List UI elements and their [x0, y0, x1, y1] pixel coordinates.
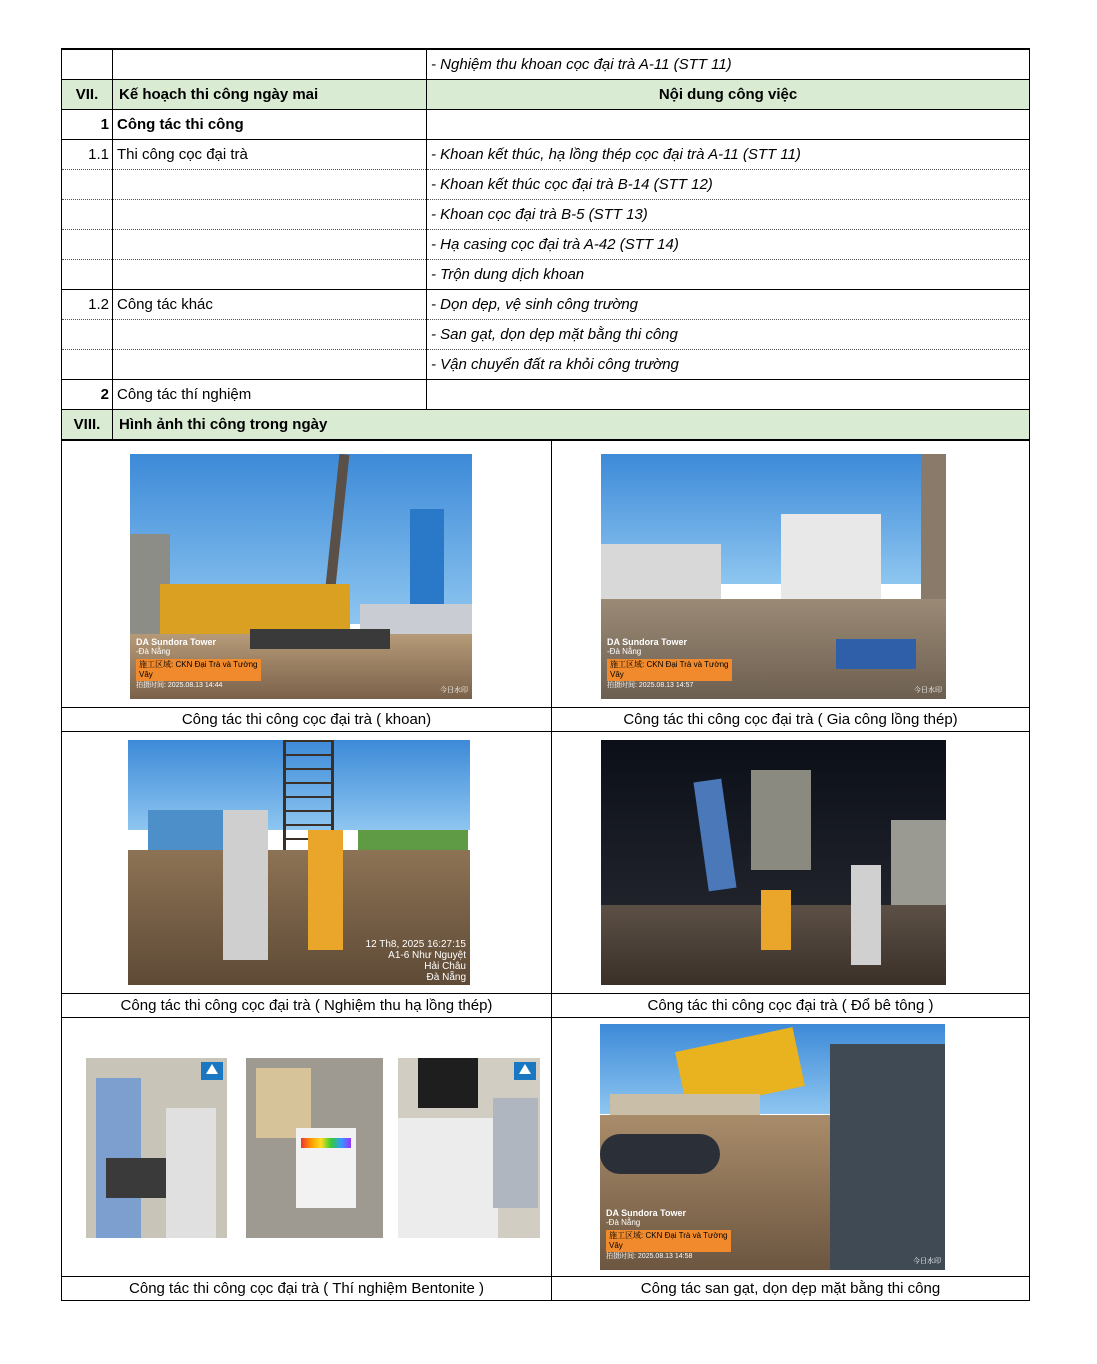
photo-cell	[62, 732, 552, 994]
section-title: Hình ảnh thi công trong ngày	[113, 410, 1030, 440]
section-title: Kế hoạch thi công ngày mai	[113, 80, 427, 110]
photo-caption: Công tác thi công cọc đại trà ( Đổ bê tông )	[552, 994, 1030, 1018]
photo-grid	[61, 440, 1030, 1301]
photo-caption: Công tác thi công cọc đại trà ( Thí nghiệm Bentonite )	[62, 1277, 552, 1301]
photo-cage-fabrication: DA Sundora Tower -Đà Nẵng 施工区域: CKN Đại Trà và Tường Vây 拍摄时间: 2025.08.13 14:57 今日水印	[601, 454, 946, 699]
table-row	[62, 49, 1030, 80]
table-row: 1 Công tác thi công	[62, 110, 1030, 140]
photo-concrete-pouring	[601, 740, 946, 985]
plan-table	[61, 48, 1030, 440]
table-row: - Khoan cọc đại trà B-5 (STT 13)	[62, 200, 1030, 230]
table-row: - Trộn dung dịch khoan	[62, 260, 1030, 290]
photo-cell	[552, 732, 1030, 994]
photo-caption: Công tác san gạt, dọn dẹp mặt bằng thi công	[552, 1277, 1030, 1301]
table-row: 1.1 Thi công cọc đại trà - Khoan kết thúc, hạ lồng thép cọc đại trà A-11 (STT 11)	[62, 140, 1030, 170]
photo-cell	[62, 441, 552, 708]
photo-watermark: DA Sundora Tower -Đà Nẵng 施工区域: CKN Đại Trà và Tường Vây 拍摄时间: 2025.08.13 14:57	[607, 637, 732, 691]
photo-site-leveling: DA Sundora Tower -Đà Nẵng 施工区域: CKN Đại Trà và Tường Vây 拍摄时间: 2025.08.13 14:58 今日水印	[600, 1024, 945, 1270]
photo-bentonite-test-2	[246, 1058, 383, 1238]
delta-logo	[514, 1062, 536, 1080]
prev-task: - Nghiệm thu khoan cọc đại trà A-11 (STT 11)	[427, 49, 1030, 80]
photo-caption: Công tác thi công cọc đại trà ( Gia công lồng thép)	[552, 708, 1030, 732]
photo-watermark: DA Sundora Tower -Đà Nẵng 施工区域: CKN Đại Trà và Tường Vây 拍摄时间: 2025.08.13 14:44	[136, 637, 261, 691]
photo-caption: Công tác thi công cọc đại trà ( khoan)	[62, 708, 552, 732]
section-number: VIII.	[62, 410, 113, 440]
section-header-viii	[62, 410, 1030, 440]
section-number: VII.	[62, 80, 113, 110]
table-row: - Khoan kết thúc cọc đại trà B-14 (STT 12)	[62, 170, 1030, 200]
photo-drilling: DA Sundora Tower -Đà Nẵng 施工区域: CKN Đại Trà và Tường Vây 拍摄时间: 2025.08.13 14:44 今日水印	[130, 454, 472, 699]
report-document	[61, 48, 1029, 1301]
table-row: - Hạ casing cọc đại trà A-42 (STT 14)	[62, 230, 1030, 260]
delta-logo	[201, 1062, 223, 1080]
photo-watermark: DA Sundora Tower -Đà Nẵng 施工区域: CKN Đại Trà và Tường Vây 拍摄时间: 2025.08.13 14:58	[606, 1208, 731, 1262]
photo-timestamp: 12 Th8, 2025 16:27:15 A1-6 Như Nguyệt Hải Châu Đà Nẵng	[365, 939, 466, 983]
photo-caption: Công tác thi công cọc đại trà ( Nghiệm thu hạ lồng thép)	[62, 994, 552, 1018]
table-row: - San gạt, dọn dẹp mặt bằng thi công	[62, 320, 1030, 350]
table-row: - Vận chuyển đất ra khỏi công trường	[62, 350, 1030, 380]
photo-cage-inspection	[128, 740, 470, 985]
photo-cell	[552, 1018, 1030, 1277]
photo-bentonite-test-1	[86, 1058, 227, 1238]
section-header-vii	[62, 80, 1030, 110]
table-row: 1.2 Công tác khác - Dọn dẹp, vệ sinh công trường	[62, 290, 1030, 320]
photo-cell	[62, 1018, 552, 1277]
photo-cell	[552, 441, 1030, 708]
column-header: Nội dung công việc	[427, 80, 1030, 110]
table-row: 2 Công tác thí nghiệm	[62, 380, 1030, 410]
photo-bentonite-test-3	[398, 1058, 540, 1238]
